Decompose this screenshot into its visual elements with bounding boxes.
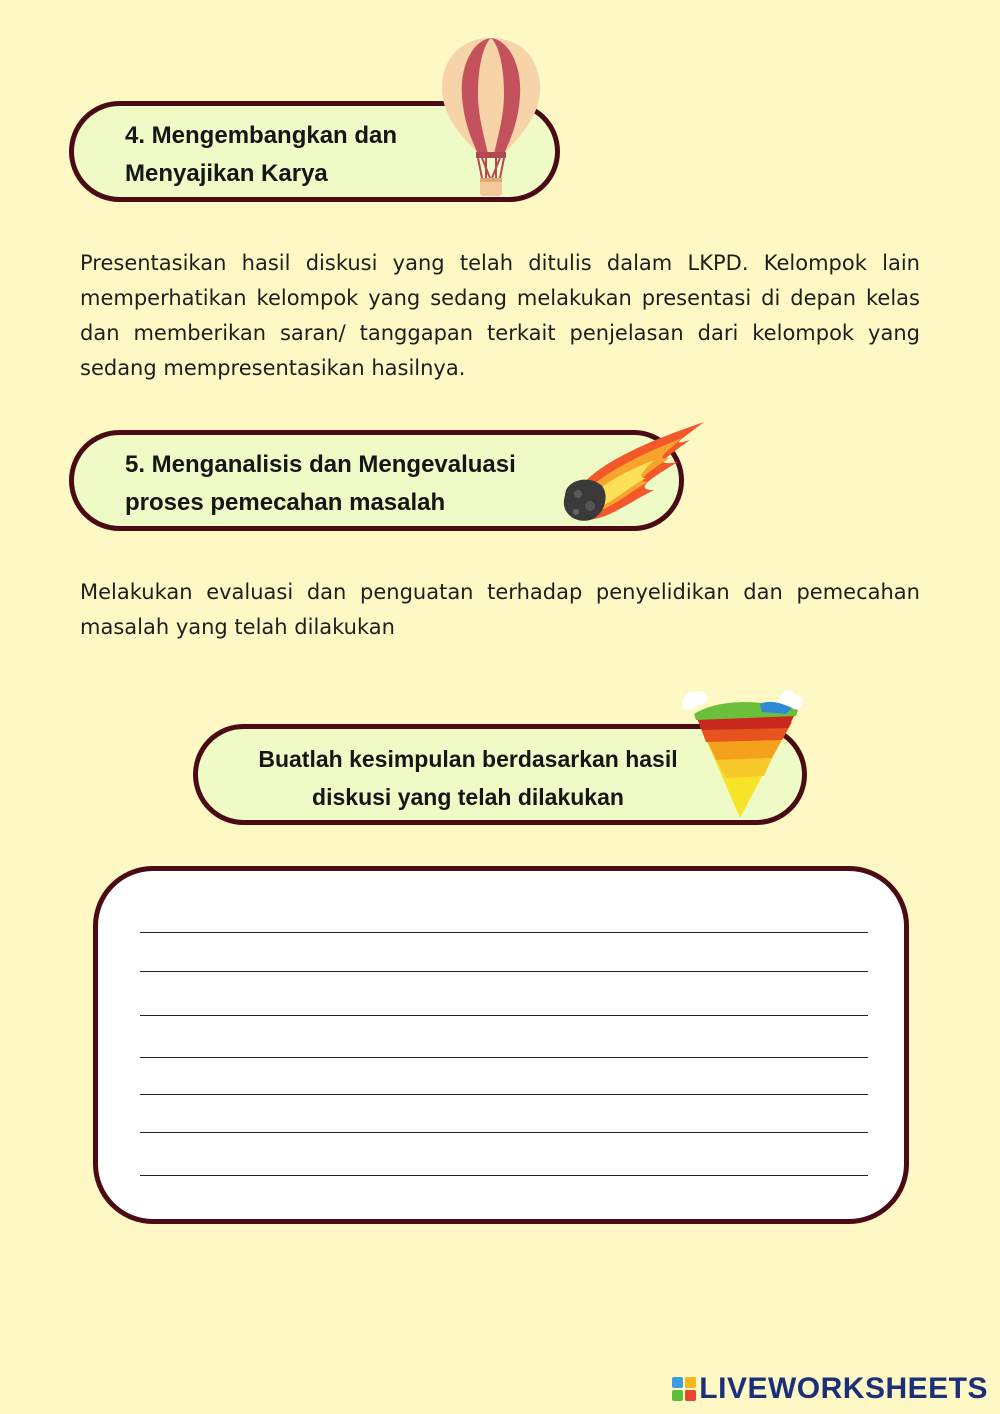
section-4-paragraph: Presentasikan hasil diskusi yang telah ditulis dalam LKPD. Kelompok lain memperhatikan kelompok yang sedang melakukan presentasi di depan kelas dan memberikan saran/ tanggapan terkait penjelasan dari kelompok yang sedang mempresentasikan hasilnya. bbox=[80, 251, 920, 380]
conclusion-title-line1: Buatlah kesimpulan berdasarkan hasil bbox=[258, 746, 678, 772]
section-4-title-line2: Menyajikan Karya bbox=[125, 160, 328, 187]
answer-line-7[interactable] bbox=[140, 1175, 868, 1176]
meteor-icon bbox=[558, 420, 706, 526]
section-4-title-line1: 4. Mengembangkan dan bbox=[125, 122, 398, 149]
section-5-title-line2: proses pemecahan masalah bbox=[125, 489, 446, 516]
answer-line-2[interactable] bbox=[140, 971, 868, 972]
conclusion-title bbox=[198, 740, 738, 816]
liveworksheets-logo-icon bbox=[671, 1376, 697, 1402]
earth-layers-icon bbox=[676, 688, 810, 820]
section-4-title bbox=[125, 117, 397, 193]
conclusion-title-line2: diskusi yang telah dilakukan bbox=[312, 784, 624, 810]
answer-line-3[interactable] bbox=[140, 1015, 868, 1016]
answer-line-5[interactable] bbox=[140, 1094, 868, 1095]
answer-line-4[interactable] bbox=[140, 1057, 868, 1058]
section-5-paragraph: Melakukan evaluasi dan penguatan terhadap penyelidikan dan pemecahan masalah yang telah dilakukan bbox=[80, 580, 920, 639]
section-5-title-line1: 5. Menganalisis dan Mengevaluasi bbox=[125, 451, 516, 478]
answer-line-1[interactable] bbox=[140, 932, 868, 933]
footer-brand[interactable] bbox=[671, 1372, 988, 1406]
answer-line-6[interactable] bbox=[140, 1132, 868, 1133]
answer-box bbox=[93, 866, 909, 1224]
footer-brand-text: LIVEWORKSHEETS bbox=[699, 1372, 988, 1405]
hot-air-balloon-icon bbox=[440, 36, 542, 200]
section-5-title bbox=[125, 446, 516, 522]
